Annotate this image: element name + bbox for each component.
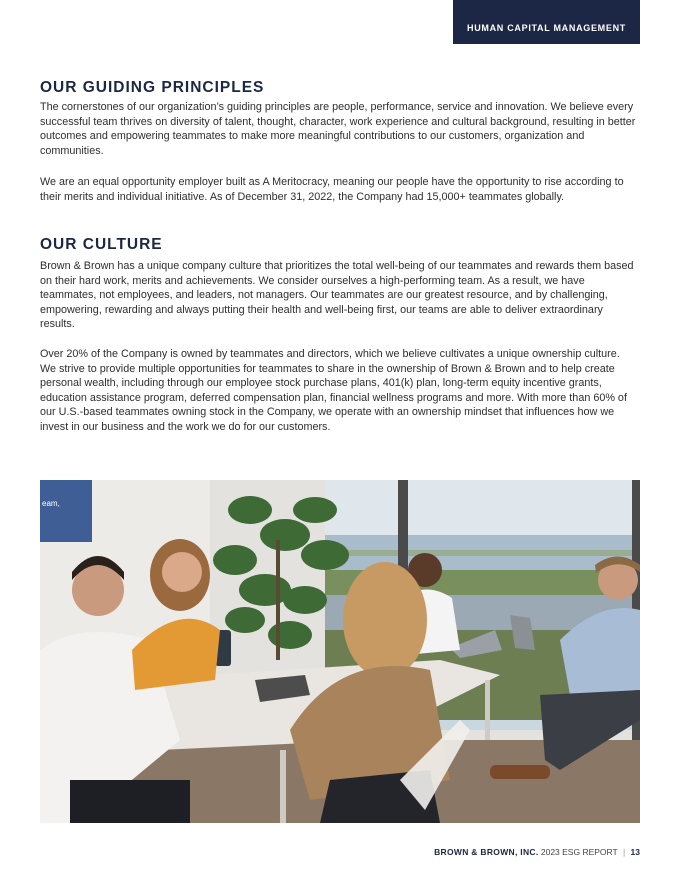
wall-sign [40,480,92,542]
wall-sign-text: eam, [42,499,60,508]
guiding-principles-paragraph-1: The cornerstones of our organization’s guiding principles are people, performance, service and innovation. We believe every successful team thrives on diversity of talent, thought, character, work experience and cultural background, resulting in better outcomes and empowering teammates to make more meaningful contributions to our customers, organization and communities. [40,101,636,157]
footer-company: BROWN & BROWN, INC. [434,847,539,857]
culture-paragraph-1: Brown & Brown has a unique company culture that prioritizes the total well-being of our teammates and rewards them based on their hard work, merits and achievements. We consider ourselves a high-performing team. As a result, we have teammates, not employees, and leaders, not managers. Our teammates are our greatest resource, and by challenging, empowering, rewarding and always putting their health and well-being first, our teams are able to deliver extraordinary results. [40,260,634,331]
section-label: HUMAN CAPITAL MANAGEMENT [467,23,626,33]
culture-heading: OUR CULTURE [40,236,163,253]
section-header-tab [453,0,640,44]
guiding-principles-heading: OUR GUIDING PRINCIPLES [40,79,265,96]
culture-paragraph-2: Over 20% of the Company is owned by teammates and directors, which we believe cultivates a unique ownership culture. We strive to provide multiple opportunities for teammates to share in the ownership of Brown & Brown and to help create personal wealth, including through our employee stock purchase plans, 401(k) plan, long-term equity incentive grants, education assistance program, deferred compensation plan, financial wellness programs and more. With more than 60% of our U.S.-based teammates owning stock in the Company, we operate with an ownership mindset that influences how we invest in our business and the work we do for our customers. [40,348,627,433]
page-footer [434,847,640,857]
footer-report-title: 2023 ESG REPORT [540,847,618,857]
footer-page-number: 13 [630,847,640,857]
guiding-principles-paragraph-2: We are an equal opportunity employer built as A Meritocracy, meaning our people have the opportunity to rise according to their merits and individual initiative. As of December 31, 2022, the Company had 15,000+ teammates globally. [40,176,624,203]
footer-separator: | [622,847,626,857]
team-meeting-photo [40,480,640,823]
